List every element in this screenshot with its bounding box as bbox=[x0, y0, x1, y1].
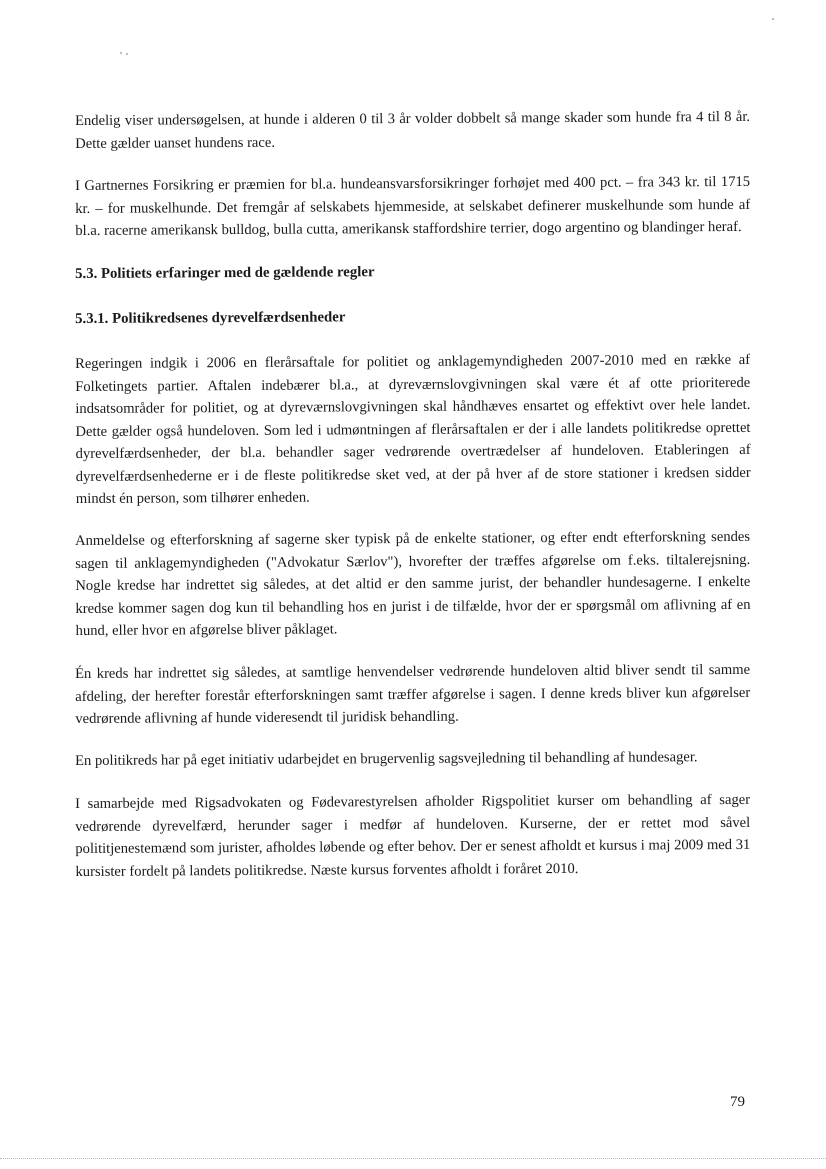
section-heading-5-3: 5.3. Politiets erfaringer med de gældende regler bbox=[75, 263, 375, 282]
scan-speck bbox=[772, 18, 774, 20]
paragraph-insurance-premium: I Gartnernes Forsikring er præmien for bl.a. hundeansvarsforsikringer forhøjet med 400 pct. – fra 343 kr. til 1715 kr. – for muskelhunde. Det fremgår af selskabets hjemmeside, at selskabet definerer muskelhunde som hunde af bl.a. racerne amerikansk bulldog, bulla cutta, amerikansk staffordshire terrier, dogo argentino og blandinger heraf. bbox=[75, 173, 751, 239]
paragraph-multi-year-agreement: Regeringen indgik i 2006 en flerårsaftale for politiet og anklagemyndigheden 2007-2010 med en række af Folketingets partier. Aftalen indebærer bl.a., at dyreværnslovgivningen skal være ét af otte prioriterede indsatsområder for politiet, og at dyreværnslovgivningen skal håndhæves ensartet og effektivt over hele landet. Dette gælder også hundeloven. Som led i udmøntningen af flerårsaftalen er der i alle landets politikredse oprettet dyrevelfærdsenheder, der bl.a. behandler sager vedrørende overtrædelser af hundeloven. Etableringen af dyrevelfærdsenhederne er i de fleste politikredse sket ved, at der på hver af de store stationer i kredsen sidder mindst én person, som tilhører enheden. bbox=[75, 351, 751, 507]
page-body bbox=[75, 110, 750, 883]
scan-speck bbox=[126, 53, 128, 55]
scan-speck bbox=[120, 52, 122, 54]
paragraph-dog-age-damage: Endelig viser undersøgelsen, at hunde i alderen 0 til 3 år volder dobbelt så mange skader som hunde fra 4 til 8 år. Dette gælder uanset hundens race. bbox=[75, 108, 751, 152]
paragraph-case-guide: En politikreds har på eget initiativ udarbejdet en brugervenlig sagsvejledning til behandling af hundesager. bbox=[75, 749, 698, 769]
section-heading-5-3-1: 5.3.1. Politikredsenes dyrevelfærdsenheder bbox=[75, 308, 346, 327]
page-number: 79 bbox=[730, 1094, 745, 1110]
paragraph-reporting-investigation: Anmeldelse og efterforskning af sagerne sker typisk på de enkelte stationer, og efter endt efterforskning sendes sagen til anklagemyndigheden ("Advokatur Særlov"), hvorefter der træffes afgørelse om f.eks. tiltalerejsning. Nogle kredse har indrettet sig således, at det altid er den samme jurist, der behandler hundesagerne. I enkelte kredse kommer sagen dog kun til behandling hos en jurist i de tilfælde, hvor der er spørgsmål om aflivning af en hund, eller hvor en afgørelse bliver påklaget. bbox=[75, 528, 751, 639]
paragraph-courses: I samarbejde med Rigsadvokaten og Fødevarestyrelsen afholder Rigspolitiet kurser om behandling af sager vedrørende dyrevelfærd, herunder sager i medfør af hundeloven. Kurserne, der er rettet mod såvel polititjenestemænd som jurister, afholdes løbende og efter behov. Der er senest afholdt et kursus i maj 2009 med 31 kursister fordelt på landets politikredse. Næste kursus forventes afholdt i foråret 2010. bbox=[75, 791, 751, 879]
scan-edge-line bbox=[0, 1158, 826, 1161]
paragraph-one-district: Én kreds har indrettet sig således, at samtlige henvendelser vedrørende hundeloven altid bliver sendt til samme afdeling, der herefter forestår efterforskningen samt træffer afgørelse i sagen. I denne kreds bliver kun afgørelser vedrørende aflivning af hunde videresendt til juridisk behandling. bbox=[75, 661, 751, 727]
